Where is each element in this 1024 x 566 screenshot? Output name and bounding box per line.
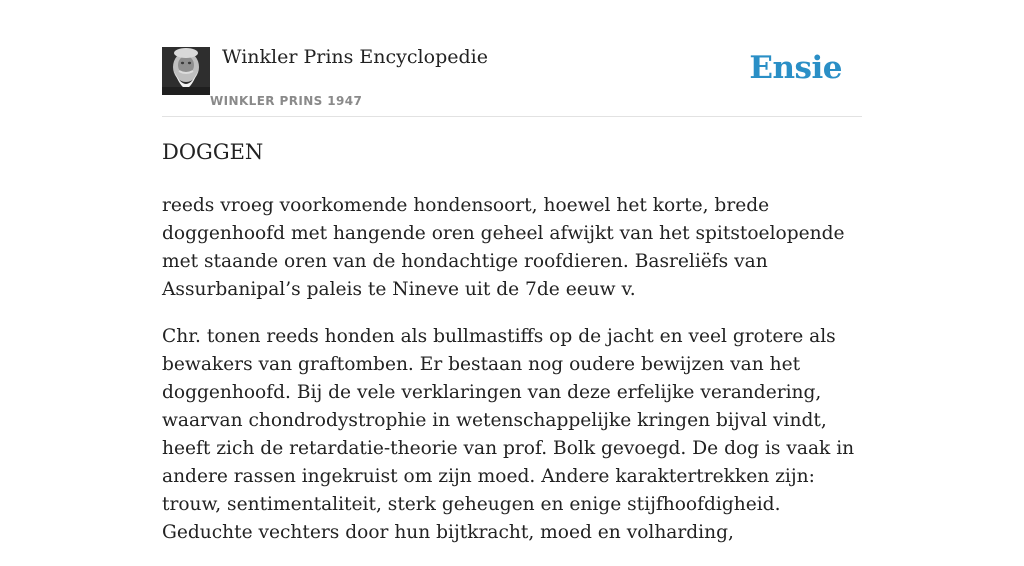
edition-label[interactable]: WINKLER PRINS 1947 — [210, 94, 363, 108]
site-title[interactable]: Winkler Prins Encyclopedie — [222, 46, 488, 68]
brand-logo[interactable]: Ensie — [749, 50, 842, 86]
article-paragraph: Chr. tonen reeds honden als bullmastiffs op de jacht en veel grotere als bewakers van graftomben. Er bestaan nog oudere bewijzen van het doggenhoofd. Bij de vele verklaringen van deze erfelijke verandering, waarvan chondrodystrophie in wetenschappelijke kringen bijval vindt, heeft zich de retardatie-theorie van prof. Bolk gevoegd. De dog is vaak in andere rassen ingekruist om zijn moed. Andere karaktertrekken zijn: trouw, sentimentaliteit, sterk geheugen en enige stijfhoofdigheid. Geduchte vechters door hun bijtkracht, moed en volharding, — [162, 326, 855, 543]
entry-title: DOGGEN — [162, 140, 264, 164]
avatar[interactable] — [162, 47, 210, 95]
site-header — [162, 44, 862, 117]
article-paragraph: reeds vroeg voorkomende hondensoort, hoewel het korte, brede doggenhoofd met hangende oren geheel afwijkt van het spitstoelopende met staande oren van de hondachtige roofdieren. Basreliëfs van Assurbanipal’s paleis te Nineve uit de 7de eeuw v. — [162, 195, 845, 300]
article-body — [162, 192, 862, 566]
bearded-man-portrait-icon — [162, 47, 210, 95]
